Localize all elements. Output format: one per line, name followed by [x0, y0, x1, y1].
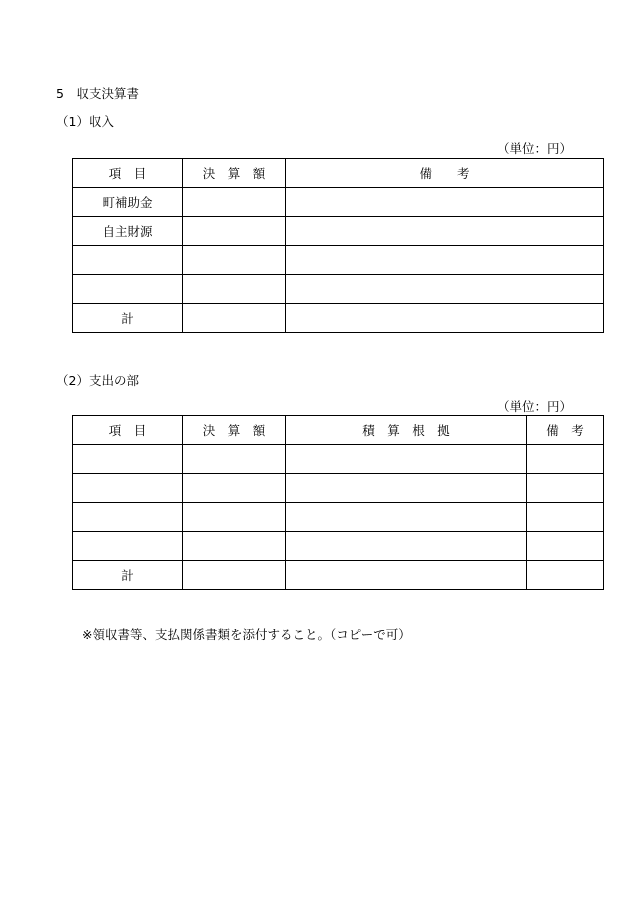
expense-basis-cell	[286, 503, 527, 532]
expense-col-basis: 積 算 根 拠	[286, 416, 527, 445]
expense-item-cell	[73, 474, 183, 503]
income-amount-cell	[183, 304, 286, 333]
expense-basis-cell	[286, 532, 527, 561]
income-remarks-cell	[286, 246, 604, 275]
expense-remarks-cell	[527, 474, 604, 503]
income-table	[72, 158, 604, 333]
expense-col-remarks: 備 考	[527, 416, 604, 445]
income-item-cell: 町補助金	[73, 188, 183, 217]
income-item-cell	[73, 275, 183, 304]
table-row	[73, 503, 604, 532]
income-amount-cell	[183, 275, 286, 304]
table-row	[73, 474, 604, 503]
income-col-amount: 決 算 額	[183, 159, 286, 188]
income-col-remarks: 備 考	[286, 159, 604, 188]
table-row	[73, 217, 604, 246]
income-remarks-cell	[286, 275, 604, 304]
table-row	[73, 532, 604, 561]
expense-basis-cell	[286, 561, 527, 590]
table-row	[73, 246, 604, 275]
expense-basis-cell	[286, 445, 527, 474]
attachment-note: ※領収書等、支払関係書類を添付すること。（コピーで可）	[82, 627, 411, 642]
expense-remarks-cell	[527, 561, 604, 590]
income-item-cell	[73, 246, 183, 275]
income-remarks-cell	[286, 304, 604, 333]
expense-heading: （2）支出の部	[56, 373, 139, 388]
expense-amount-cell	[183, 561, 286, 590]
table-row	[73, 445, 604, 474]
income-unit-label: （単位：円）	[496, 141, 572, 156]
expense-col-amount: 決 算 額	[183, 416, 286, 445]
expense-item-cell	[73, 445, 183, 474]
income-col-item: 項 目	[73, 159, 183, 188]
income-remarks-cell	[286, 217, 604, 246]
table-row	[73, 275, 604, 304]
expense-basis-cell	[286, 474, 527, 503]
expense-remarks-cell	[527, 503, 604, 532]
expense-total-label: 計	[73, 561, 183, 590]
expense-amount-cell	[183, 532, 286, 561]
income-amount-cell	[183, 188, 286, 217]
expense-unit-label: （単位：円）	[496, 399, 572, 414]
expense-amount-cell	[183, 445, 286, 474]
expense-item-cell	[73, 503, 183, 532]
income-amount-cell	[183, 217, 286, 246]
table-row	[73, 188, 604, 217]
expense-remarks-cell	[527, 445, 604, 474]
expense-col-item: 項 目	[73, 416, 183, 445]
expense-remarks-cell	[527, 532, 604, 561]
expense-header-row	[73, 416, 604, 445]
expense-amount-cell	[183, 503, 286, 532]
income-total-row	[73, 304, 604, 333]
expense-item-cell	[73, 532, 183, 561]
expense-amount-cell	[183, 474, 286, 503]
income-amount-cell	[183, 246, 286, 275]
income-header-row	[73, 159, 604, 188]
income-item-cell: 自主財源	[73, 217, 183, 246]
income-total-label: 計	[73, 304, 183, 333]
section-title: 5 収支決算書	[56, 86, 139, 101]
expense-table	[72, 415, 604, 590]
expense-total-row	[73, 561, 604, 590]
income-heading: （1）収入	[56, 114, 114, 129]
income-remarks-cell	[286, 188, 604, 217]
